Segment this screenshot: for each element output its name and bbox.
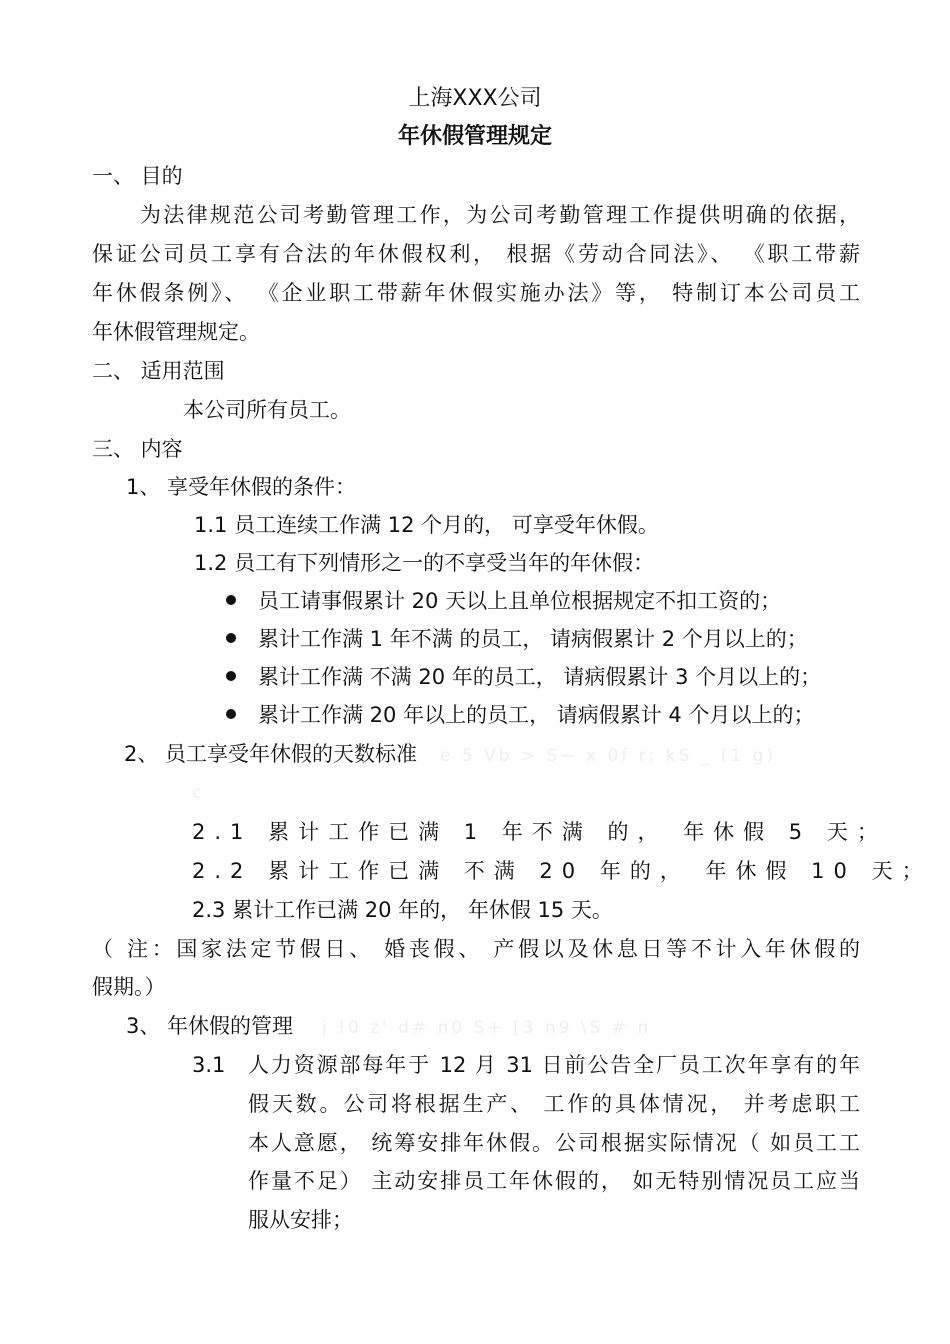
bullet-icon: [226, 709, 236, 719]
faint-artifact-text: e 5 Vb > S~ x 0f r; kS _ (1 g): [440, 746, 777, 766]
list-item: [226, 700, 814, 730]
item-3-1-line3: 本人意愿， 统筹安排年休假。公司根据实际情况（ 如员工工: [248, 1131, 860, 1155]
item-3-heading: 3、 年休假的管理: [126, 1014, 294, 1038]
item-3-1-number: 3.1: [192, 1053, 226, 1077]
item-1-heading: 1、 享受年休假的条件：: [126, 475, 357, 499]
section-heading-content: 三、 内容: [92, 437, 183, 461]
item-2-1: 2.1 累计工作已满 1 年不满 的， 年休假 5 天；: [192, 820, 887, 844]
bullet-icon: [226, 595, 236, 605]
scope-paragraph: 本公司所有员工。: [183, 398, 351, 422]
doc-company-title: 上海XXX公司: [408, 86, 542, 111]
purpose-paragraph-line1: 为法律规范公司考勤管理工作，为公司考勤管理工作提供明确的依据，: [140, 203, 860, 227]
item-3-1-line1: 人力资源部每年于 12 月 31 日前公告全厂员工次年享有的年: [248, 1053, 860, 1077]
list-item: [226, 624, 808, 654]
item-2-heading: 2、 员工享受年休假的天数标准: [124, 742, 418, 766]
item-2-3: 2.3 累计工作已满 20 年的， 年休假 15 天。: [192, 898, 613, 922]
list-item: [226, 662, 821, 692]
faint-artifact-text: j !0 z' d# n0 S+ [3 n9 \S # n: [322, 1018, 652, 1038]
section-heading-scope: 二、 适用范围: [92, 359, 225, 383]
item-1-1: 1.1 员工连续工作满 12 个月的， 可享受年休假。: [194, 513, 659, 537]
list-item-text: 员工请事假累计 20 天以上且单位根据规定不扣工资的；: [258, 589, 782, 613]
doc-title: 年休假管理规定: [397, 124, 552, 149]
purpose-paragraph-line4: 年休假管理规定。: [92, 320, 260, 344]
purpose-paragraph-line3: 年休假条例》、 《企业职工带薪年休假实施办法》等， 特制订本公司员工: [92, 281, 860, 305]
list-item-text: 累计工作满 不满 20 年的员工， 请病假累计 3 个月以上的；: [258, 665, 822, 689]
list-item: [226, 586, 781, 616]
item-2-2: 2.2 累计工作已满 不满 20 年的， 年休假 10 天；: [192, 859, 932, 883]
list-item-text: 累计工作满 20 年以上的员工， 请病假累计 4 个月以上的；: [258, 703, 815, 727]
item-3-1-line5: 服从安排；: [248, 1208, 353, 1232]
item-1-2: 1.2 员工有下列情形之一的不享受当年的年休假：: [194, 551, 655, 575]
purpose-paragraph-line2: 保证公司员工享有合法的年休假权利， 根据《劳动合同法》、 《职工带薪: [92, 242, 860, 266]
faint-artifact-text: c: [192, 783, 205, 803]
list-item-text: 累计工作满 1 年不满 的员工， 请病假累计 2 个月以上的；: [258, 627, 808, 651]
note-line1: （ 注：国家法定节假日、 婚丧假、 产假以及休息日等不计入年休假的: [92, 937, 860, 961]
item-3-1-line4: 作量不足） 主动安排员工年休假的， 如无特别情况员工应当: [248, 1169, 860, 1193]
item-3-1-line2: 假天数。公司将根据生产、 工作的具体情况， 并考虑职工: [248, 1092, 860, 1116]
section-heading-purpose: 一、 目的: [92, 164, 183, 188]
bullet-icon: [226, 671, 236, 681]
bullet-icon: [226, 633, 236, 643]
note-line2: 假期。）: [92, 975, 166, 999]
